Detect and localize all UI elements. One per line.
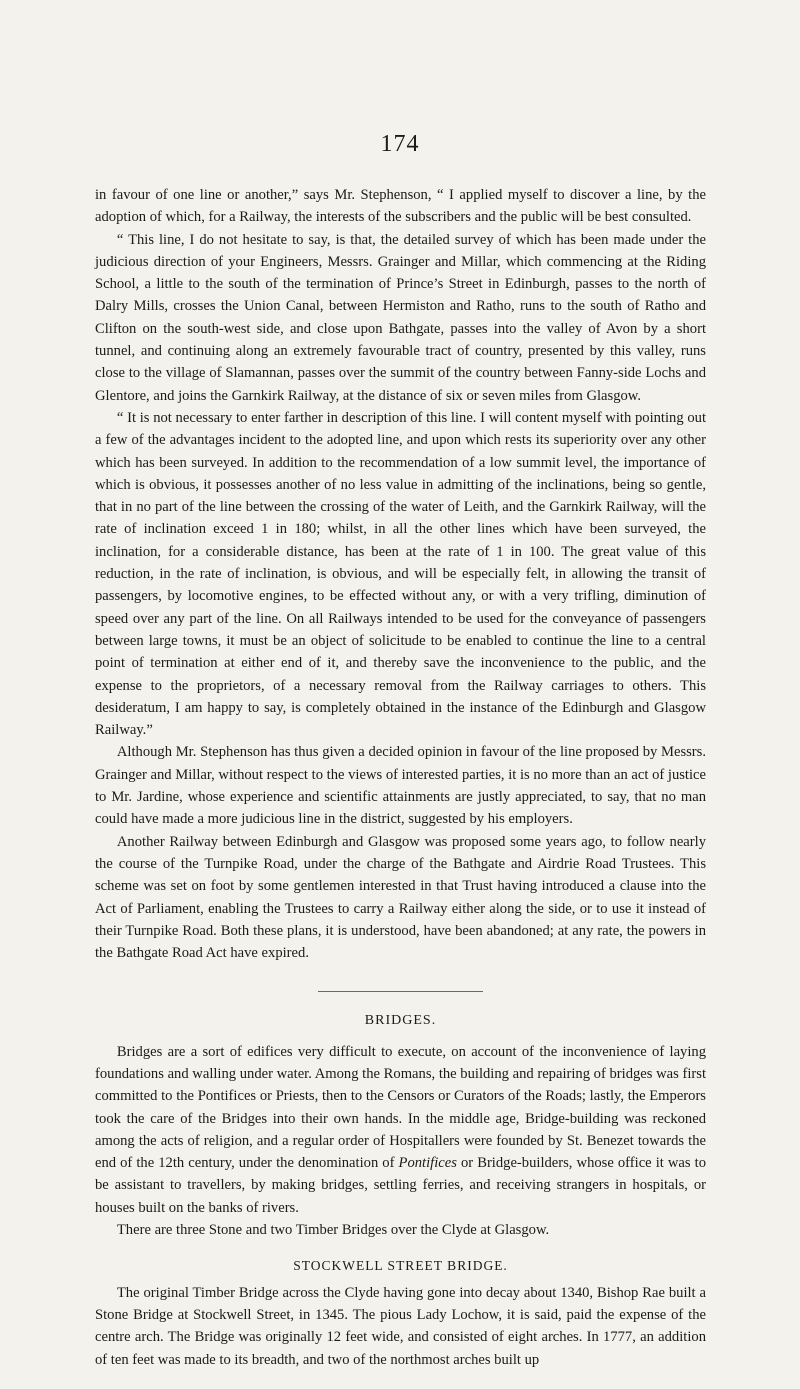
section-heading-bridges: BRIDGES. — [364, 1013, 437, 1029]
paragraph-line-description: “ This line, I do not hesitate to say, is that, the detailed survey of which has been made under the judicious direction of your Engineers, Messrs. Grainger and Millar, which commencing at the Riding School, a little to the south of the termination of Prince’s Street in Edinburgh, passes to the north of Dalry Mills, crosses the Union Canal, between Hermiston and Ratho, runs to the south of Ratho and Clifton on the south-west side, and close upon Bathgate, passes into the valley of Avon by a short tunnel, and continuing along an extremely favourable tract of country, presented by this valley, runs close to the village of Slamannan, passes over the summit of the country between Fanny-side Lochs and Glentore, and joins the Garnkirk Railway, at the distance of six or seven miles from Glasgow. — [95, 231, 706, 404]
body-text — [95, 184, 706, 1371]
paragraph-bridges-count: There are three Stone and two Timber Bridges over the Clyde at Glasgow. — [116, 1222, 550, 1239]
paragraph-stockwell: The original Timber Bridge across the Clyde having gone into decay about 1340, Bishop Rae built a Stone Bridge at Stockwell Street, in 1345. The pious Lady Lochow, it is said, paid the expense of the centre arch. The Bridge was originally 12 feet wide, and consisted of eight arches. In 1777, an addition of ten feet was made to its breadth, and two of the northmost arches built up — [95, 1284, 706, 1368]
paragraph-advantages: “ It is not necessary to enter farther in description of this line. I will content myself with pointing out a few of the advantages incident to the adopted line, and upon which rests its superiority over any other which has been surveyed. In addition to the recommendation of a low summit level, the importance of which is obvious, it possesses another of no less value in admitting of the inclinations, being so gentle, that in no part of the line between the crossing of the water of Leith, and the Garnkirk Railway, will the rate of inclination exceed 1 in 180; whilst, in all the other lines which have been surveyed, the inclination, for a considerable distance, has been at the rate of 1 in 100. The great value of this reduction, in the rate of inclination, is obvious, and will be especially felt, in allowing the transit of passengers, by locomotive engines, to be effected without any, or with a very trifling, diminution of speed over any part of the line. On all Railways intended to be used for the conveyance of passengers between large towns, it must be an object of solicitude to be enabled to continue the line to a central point of termination at either end of it, and thereby save the inconvenience to the public, and the expense to the proprietors, of a necessary removal from the Railway carriages to others. This desideratum, I am happy to say, is completely obtained in the instance of the Edinburgh and Glasgow Railway.” — [95, 409, 706, 739]
page-number: 174 — [380, 131, 420, 157]
paragraph-bridges-history — [95, 1041, 706, 1219]
paragraph-continuation: in favour of one line or another,” says Mr. Stephenson, “ I applied myself to discover a line, by the adoption of which, for a Railway, the interests of the subscribers and the public will be best consulted. — [95, 187, 706, 226]
section-heading-stockwell: STOCKWELL STREET BRIDGE. — [293, 1258, 508, 1274]
bridges-italic-term: Pontifices — [398, 1155, 457, 1172]
bridges-text-a: Bridges are a sort of edifices very difficult to execute, on account of the inconvenience of laying foundations and walling under water. Among the Romans, the building and repairing of bridges was first committed to the Pontifices or Priests, then to the Censors or Curators of the Roads; lastly, the Emperors took the care of the Bridges into their own hands. In the middle age, Bridge-building was reckoned among the acts of religion, and a regular order of Hospitallers were founded by St. Benezet towards the end of the 12th century, under the denomination of — [95, 1043, 706, 1172]
paragraph-another-railway: Another Railway between Edinburgh and Glasgow was proposed some years ago, to follow nearly the course of the Turnpike Road, under the charge of the Bathgate and Airdrie Road Trustees. This scheme was set on foot by some gentlemen interested in that Trust having introduced a clause into the Act of Parliament, enabling the Trustees to carry a Railway either along the side, or to use it instead of their Turnpike Road. Both these plans, it is understood, have been abandoned; at any rate, the powers in the Bathgate Road Act have expired. — [95, 833, 706, 962]
bridges-text-b: or Bridge-builders, whose office it was to be assistant to travellers, by making bridges, settling ferries, and receiving strangers in hospitals, or houses built on the banks of rivers. — [95, 1155, 707, 1216]
paragraph-jardine: Although Mr. Stephenson has thus given a decided opinion in favour of the line proposed by Messrs. Grainger and Millar, without respect to the views of interested parties, it is no more than an act of justice to Mr. Jardine, whose experience and scientific attainments are justly appreciated, to say, that no man could have made a more judicious line in the district, suggested by his employers. — [95, 744, 706, 828]
section-divider — [318, 991, 483, 992]
